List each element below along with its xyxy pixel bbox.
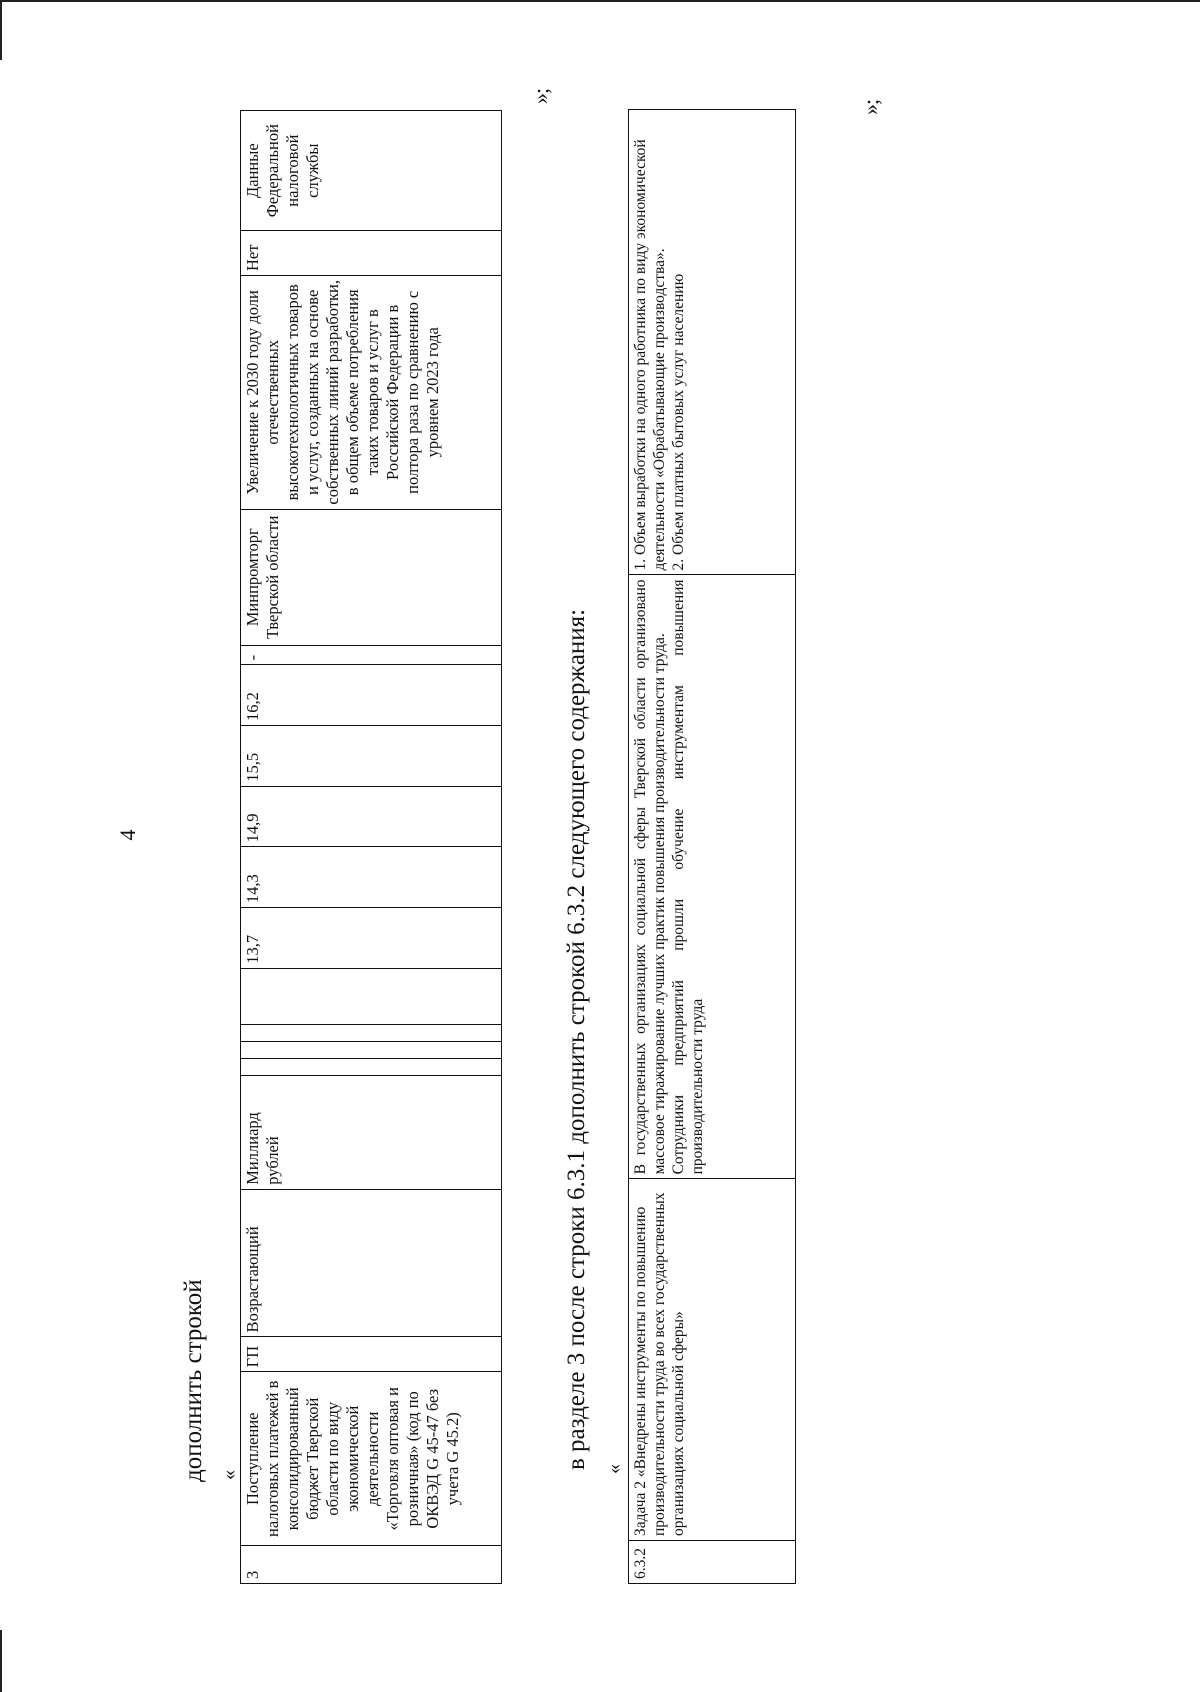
value-cell: 16,2 bbox=[241, 665, 502, 726]
level-cell: ГП bbox=[241, 1337, 502, 1372]
task-number: 6.3.2 bbox=[629, 1541, 796, 1584]
value-cell: 13,7 bbox=[241, 908, 502, 969]
value-cell: 14,3 bbox=[241, 847, 502, 908]
intro-text: дополнить строкой bbox=[180, 1279, 207, 1482]
empty-cell bbox=[241, 1024, 502, 1041]
value-cell: 15,5 bbox=[241, 726, 502, 787]
task-indicator-2: 2. Объем платных бытовых услуг населению bbox=[670, 273, 687, 571]
page-number: 4 bbox=[115, 829, 140, 841]
value-cell: 14,9 bbox=[241, 786, 502, 847]
row-number: 3 bbox=[241, 1546, 502, 1584]
task-indicators bbox=[629, 110, 796, 575]
table-row bbox=[629, 110, 796, 1584]
source-cell: Данные Федеральной налоговой службы bbox=[241, 111, 502, 231]
trend-cell: Возрастающий bbox=[241, 1189, 502, 1337]
close-mark-1: »; bbox=[528, 88, 553, 104]
task-description bbox=[629, 575, 796, 1179]
task-description-part2: Сотрудники предприятий прошли обучение инструментам повышения производительности труда bbox=[670, 579, 706, 1175]
empty-cell bbox=[241, 1042, 502, 1059]
dash-cell: - bbox=[241, 645, 502, 664]
task-table bbox=[628, 109, 796, 1584]
responsible-cell: Минпромторг Тверской области bbox=[241, 509, 502, 645]
indicator-name: Поступление налоговых платежей в консолидированный бюджет Тверской области по виду экономической деятельности «Торговля оптовая и розничная» (код по ОКВЭД G 45-47 без учета G 45.2) bbox=[241, 1372, 502, 1546]
open-quote-2: « bbox=[603, 1464, 625, 1474]
task-name: Задача 2 «Внедрены инструменты по повышению производительности труда во всех государственных организациях социальной сферы» bbox=[629, 1179, 796, 1541]
flag-cell: Нет bbox=[241, 231, 502, 276]
unit-cell: Миллиард рублей bbox=[241, 1076, 502, 1189]
empty-cell bbox=[241, 1059, 502, 1076]
task-indicator-1: 1. Объем выработки на одного работника по виду экономической деятельности «Обрабатывающие производства». bbox=[632, 139, 668, 571]
open-quote-1: « bbox=[218, 1470, 240, 1480]
empty-cell bbox=[241, 968, 502, 1024]
table-row bbox=[241, 111, 502, 1584]
indicator-table bbox=[240, 110, 502, 1584]
task-description-part1: В государственных организациях социальной сферы Тверской области организовано массовое тиражирование лучших практик повышения производительности труда. bbox=[632, 579, 668, 1175]
close-mark-2: »; bbox=[858, 99, 883, 115]
goal-link-cell: Увеличение к 2030 году доли отечественных высокотехнологичных товаров и услуг, созданных на основе собственных линий разработки, в общем объеме потребления таких товаров и услуг в Российской Федерации в полтора раза по сравнению с уровнем 2023 года bbox=[241, 276, 502, 510]
section-text: в разделе 3 после строки 6.3.1 дополнить строкой 6.3.2 следующего содержания: bbox=[563, 608, 590, 1470]
